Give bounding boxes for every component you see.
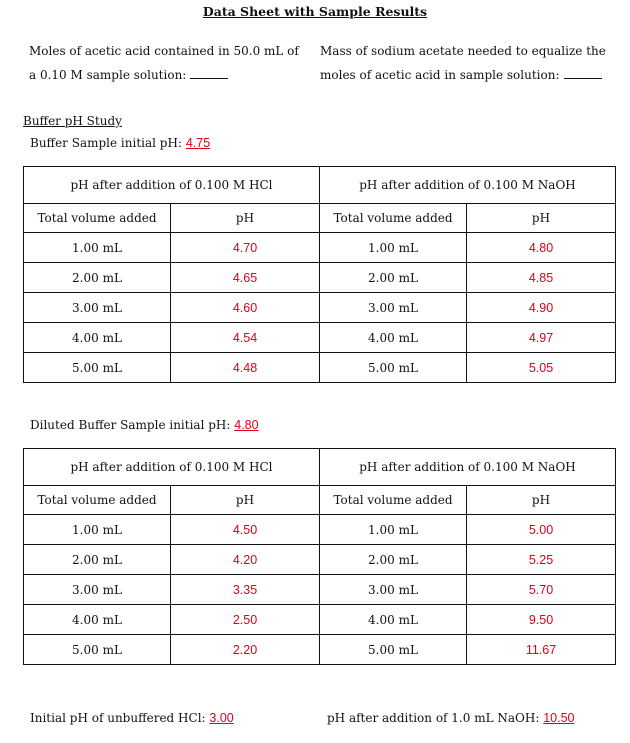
hcl-ph-cell: 4.48 [171, 353, 320, 383]
volume-header: Total volume added [320, 486, 467, 515]
hcl-ph-cell: 4.65 [171, 263, 320, 293]
volume-cell: 3.00 mL [320, 293, 467, 323]
volume-header: Total volume added [24, 486, 171, 515]
mass-question-text: moles of acetic acid in sample solution: [320, 68, 560, 82]
volume-cell: 2.00 mL [24, 545, 171, 575]
table-row [24, 635, 616, 665]
hcl-ph-cell: 4.54 [171, 323, 320, 353]
moles-question-line1: Moles of acetic acid contained in 50.0 mL of [29, 44, 299, 58]
naoh-addition-ph [327, 711, 574, 725]
naoh-ph-cell: 5.05 [467, 353, 616, 383]
naoh-header: pH after addition of 0.100 M NaOH [320, 167, 616, 204]
hcl-header: pH after addition of 0.100 M HCl [24, 449, 320, 486]
volume-cell: 4.00 mL [24, 323, 171, 353]
volume-header: Total volume added [24, 204, 171, 233]
table-subheader-row [24, 486, 616, 515]
naoh-ph-cell: 4.85 [467, 263, 616, 293]
table-header-row [24, 449, 616, 486]
volume-cell: 3.00 mL [24, 293, 171, 323]
volume-cell: 1.00 mL [24, 515, 171, 545]
hcl-ph-cell: 2.50 [171, 605, 320, 635]
table-row [24, 233, 616, 263]
table-row [24, 353, 616, 383]
moles-question-line2 [29, 68, 228, 82]
naoh-addition-label: pH after addition of 1.0 mL NaOH: [327, 711, 540, 725]
table-row [24, 323, 616, 353]
volume-cell: 5.00 mL [24, 635, 171, 665]
hcl-ph-cell: 2.20 [171, 635, 320, 665]
volume-header: Total volume added [320, 204, 467, 233]
volume-cell: 1.00 mL [320, 233, 467, 263]
unbuffered-hcl-ph [30, 711, 234, 725]
volume-cell: 4.00 mL [320, 605, 467, 635]
mass-question-line2 [320, 68, 602, 82]
unbuffered-value: 3.00 [209, 711, 234, 725]
moles-answer-blank[interactable] [190, 69, 228, 79]
buffer-initial-ph [30, 136, 210, 150]
hcl-ph-cell: 4.50 [171, 515, 320, 545]
unbuffered-label: Initial pH of unbuffered HCl: [30, 711, 206, 725]
diluted-initial-ph [30, 418, 259, 432]
table-row [24, 293, 616, 323]
naoh-ph-cell: 5.25 [467, 545, 616, 575]
naoh-ph-cell: 5.00 [467, 515, 616, 545]
hcl-ph-cell: 4.20 [171, 545, 320, 575]
buffer-study-heading: Buffer pH Study [23, 114, 122, 128]
hcl-header: pH after addition of 0.100 M HCl [24, 167, 320, 204]
naoh-ph-cell: 11.67 [467, 635, 616, 665]
mass-answer-blank[interactable] [564, 69, 602, 79]
hcl-ph-cell: 3.35 [171, 575, 320, 605]
ph-header: pH [467, 204, 616, 233]
table-subheader-row [24, 204, 616, 233]
table-row [24, 605, 616, 635]
volume-cell: 5.00 mL [24, 353, 171, 383]
volume-cell: 4.00 mL [24, 605, 171, 635]
naoh-ph-cell: 9.50 [467, 605, 616, 635]
moles-question-text: a 0.10 M sample solution: [29, 68, 187, 82]
table-row [24, 545, 616, 575]
buffer-initial-label: Buffer Sample initial pH: [30, 136, 182, 150]
ph-header: pH [171, 486, 320, 515]
volume-cell: 5.00 mL [320, 353, 467, 383]
table-row [24, 263, 616, 293]
mass-question-line1: Mass of sodium acetate needed to equalize the [320, 44, 606, 58]
hcl-ph-cell: 4.70 [171, 233, 320, 263]
ph-header: pH [171, 204, 320, 233]
naoh-ph-cell: 4.80 [467, 233, 616, 263]
ph-header: pH [467, 486, 616, 515]
volume-cell: 3.00 mL [24, 575, 171, 605]
volume-cell: 1.00 mL [320, 515, 467, 545]
buffer-initial-value: 4.75 [185, 136, 211, 150]
volume-cell: 2.00 mL [320, 545, 467, 575]
diluted-initial-value: 4.80 [234, 418, 259, 432]
volume-cell: 3.00 mL [320, 575, 467, 605]
volume-cell: 4.00 mL [320, 323, 467, 353]
naoh-addition-value: 10.50 [543, 711, 575, 725]
table-header-row [24, 167, 616, 204]
hcl-ph-cell: 4.60 [171, 293, 320, 323]
table-row [24, 575, 616, 605]
naoh-ph-cell: 4.90 [467, 293, 616, 323]
naoh-ph-cell: 4.97 [467, 323, 616, 353]
naoh-ph-cell: 5.70 [467, 575, 616, 605]
page-title: Data Sheet with Sample Results [202, 4, 428, 19]
buffer-ph-table [23, 166, 616, 383]
diluted-ph-table [23, 448, 616, 665]
naoh-header: pH after addition of 0.100 M NaOH [320, 449, 616, 486]
volume-cell: 5.00 mL [320, 635, 467, 665]
volume-cell: 1.00 mL [24, 233, 171, 263]
table-row [24, 515, 616, 545]
volume-cell: 2.00 mL [320, 263, 467, 293]
volume-cell: 2.00 mL [24, 263, 171, 293]
diluted-initial-label: Diluted Buffer Sample initial pH: [30, 418, 231, 432]
